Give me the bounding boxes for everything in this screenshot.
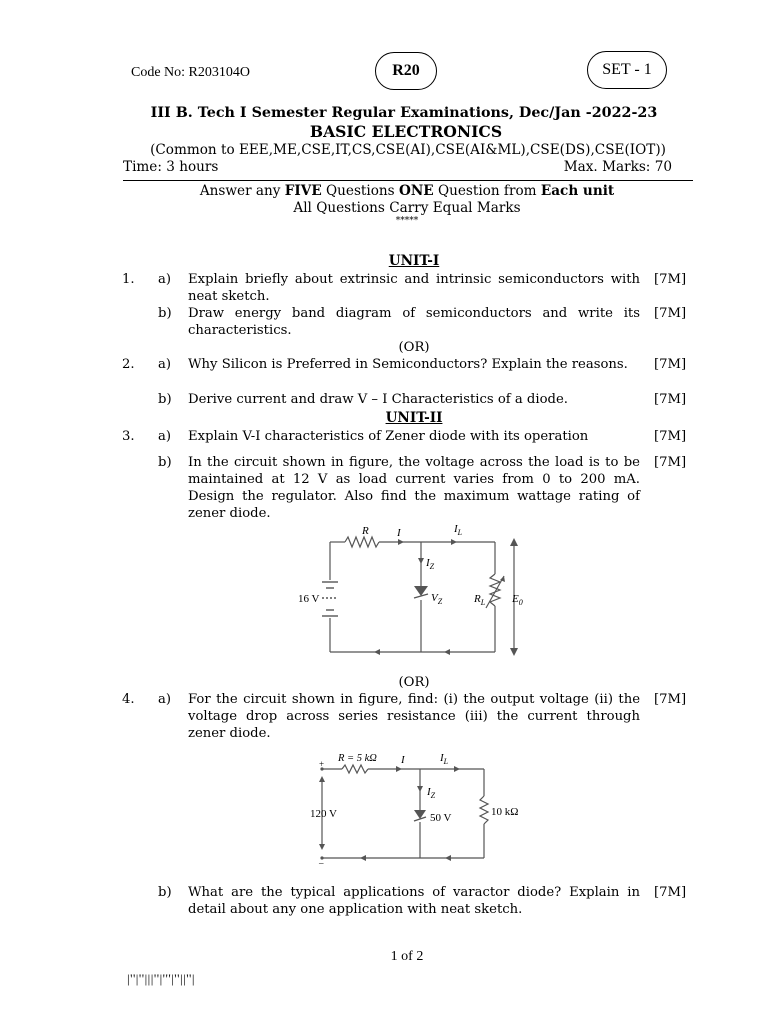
marks: [7M] <box>654 885 687 900</box>
barcode: |''|''|||''|'''|''||''| <box>127 971 195 986</box>
time-label: Time: 3 hours <box>123 159 219 175</box>
set-badge: SET - 1 <box>587 51 667 89</box>
zener-voltage-label: 50 V <box>430 812 452 824</box>
zener-regulator-circuit <box>290 518 540 668</box>
source-voltage-label: 16 V <box>298 593 320 605</box>
current-label: I <box>397 527 401 539</box>
question-text: What are the typical applications of varactor diode? Explain in detail about any one application with neat sketch. <box>188 885 640 917</box>
question-text: Explain V-I characteristics of Zener diode with its operation <box>188 429 589 444</box>
zener-current-label: $I_Z$ <box>426 557 435 571</box>
marks: [7M] <box>654 306 687 321</box>
load-current-label: $I_L$ <box>454 523 463 537</box>
question-number: 3. <box>122 429 135 444</box>
zener-voltage-label: $V_Z$ <box>431 592 443 606</box>
header-divider <box>123 180 693 181</box>
stars: ***** <box>395 216 419 226</box>
question-text: In the circuit shown in figure, the voltage across the load is to be maintained at 12 V as load current varies from 0 to 200 mA. Design the regulator. Also find the maximum wattage rating of zener diode. <box>188 455 640 521</box>
sub-label: a) <box>158 357 172 372</box>
common-to: (Common to EEE,ME,CSE,IT,CS,CSE(AI),CSE(AI&ML),CSE(DS),CSE(IOT)) <box>150 142 666 158</box>
load-current-label: $I_L$ <box>440 752 449 766</box>
marks: [7M] <box>654 392 687 407</box>
or-separator: (OR) <box>398 675 430 690</box>
negative-terminal: – <box>319 858 324 868</box>
unit-heading: UNIT-I <box>388 253 440 269</box>
question-text: Why Silicon is Preferred in Semiconductors? Explain the reasons. <box>188 357 628 372</box>
sub-label: b) <box>158 392 172 407</box>
positive-terminal: + <box>319 759 325 769</box>
sub-label: b) <box>158 885 172 900</box>
instruction-line <box>0 183 768 199</box>
question-number: 1. <box>122 272 135 287</box>
max-marks: Max. Marks: 70 <box>563 159 672 175</box>
marks: [7M] <box>654 272 687 287</box>
page-number: 1 of 2 <box>390 949 424 964</box>
question-text: Draw energy band diagram of semiconductors and write its characteristics. <box>188 306 640 338</box>
marks: [7M] <box>654 455 687 470</box>
resistor-label: R <box>362 525 369 537</box>
load-resistor-label: $R_L$ <box>474 593 486 607</box>
question-number: 2. <box>122 357 135 372</box>
instr-text-1: Answer any <box>199 183 285 199</box>
instr-one: ONE <box>398 183 434 199</box>
unit-heading: UNIT-II <box>385 410 443 426</box>
marks: [7M] <box>654 692 687 707</box>
instr-each-unit: Each unit <box>540 183 615 199</box>
instr-text-2: Questions <box>321 183 399 199</box>
zener-current-label: $I_Z$ <box>427 786 436 800</box>
regulation-badge: R20 <box>375 52 437 90</box>
exam-title: III B. Tech I Semester Regular Examinations, Dec/Jan -2022-23 <box>150 105 658 121</box>
sub-label: a) <box>158 429 172 444</box>
equal-marks-note: All Questions Carry Equal Marks <box>293 200 521 216</box>
instr-five: FIVE <box>284 183 322 199</box>
question-text: For the circuit shown in figure, find: (i) the output voltage (ii) the voltage drop across series resistance (iii) the current through zener diode. <box>188 692 640 741</box>
marks: [7M] <box>654 357 687 372</box>
source-voltage-label: 120 V <box>310 808 337 820</box>
or-separator: (OR) <box>398 340 430 355</box>
code-number: Code No: R203104O <box>131 65 250 80</box>
output-voltage-label: $E_0$ <box>512 593 523 607</box>
question-text: Explain briefly about extrinsic and intrinsic semiconductors with neat sketch. <box>188 272 640 304</box>
subject-title: BASIC ELECTRONICS <box>309 122 503 141</box>
zener-diode-circuit <box>306 748 538 870</box>
sub-label: a) <box>158 272 172 287</box>
sub-label: b) <box>158 306 172 321</box>
load-resistor-label: 10 kΩ <box>491 806 519 818</box>
sub-label: a) <box>158 692 172 707</box>
instr-text-3: Question from <box>433 183 541 199</box>
question-number: 4. <box>122 692 135 707</box>
sub-label: b) <box>158 455 172 470</box>
question-text: Derive current and draw V – I Characteristics of a diode. <box>188 392 568 407</box>
marks: [7M] <box>654 429 687 444</box>
current-label: I <box>401 754 405 766</box>
series-resistor-label: R = 5 kΩ <box>338 753 377 764</box>
